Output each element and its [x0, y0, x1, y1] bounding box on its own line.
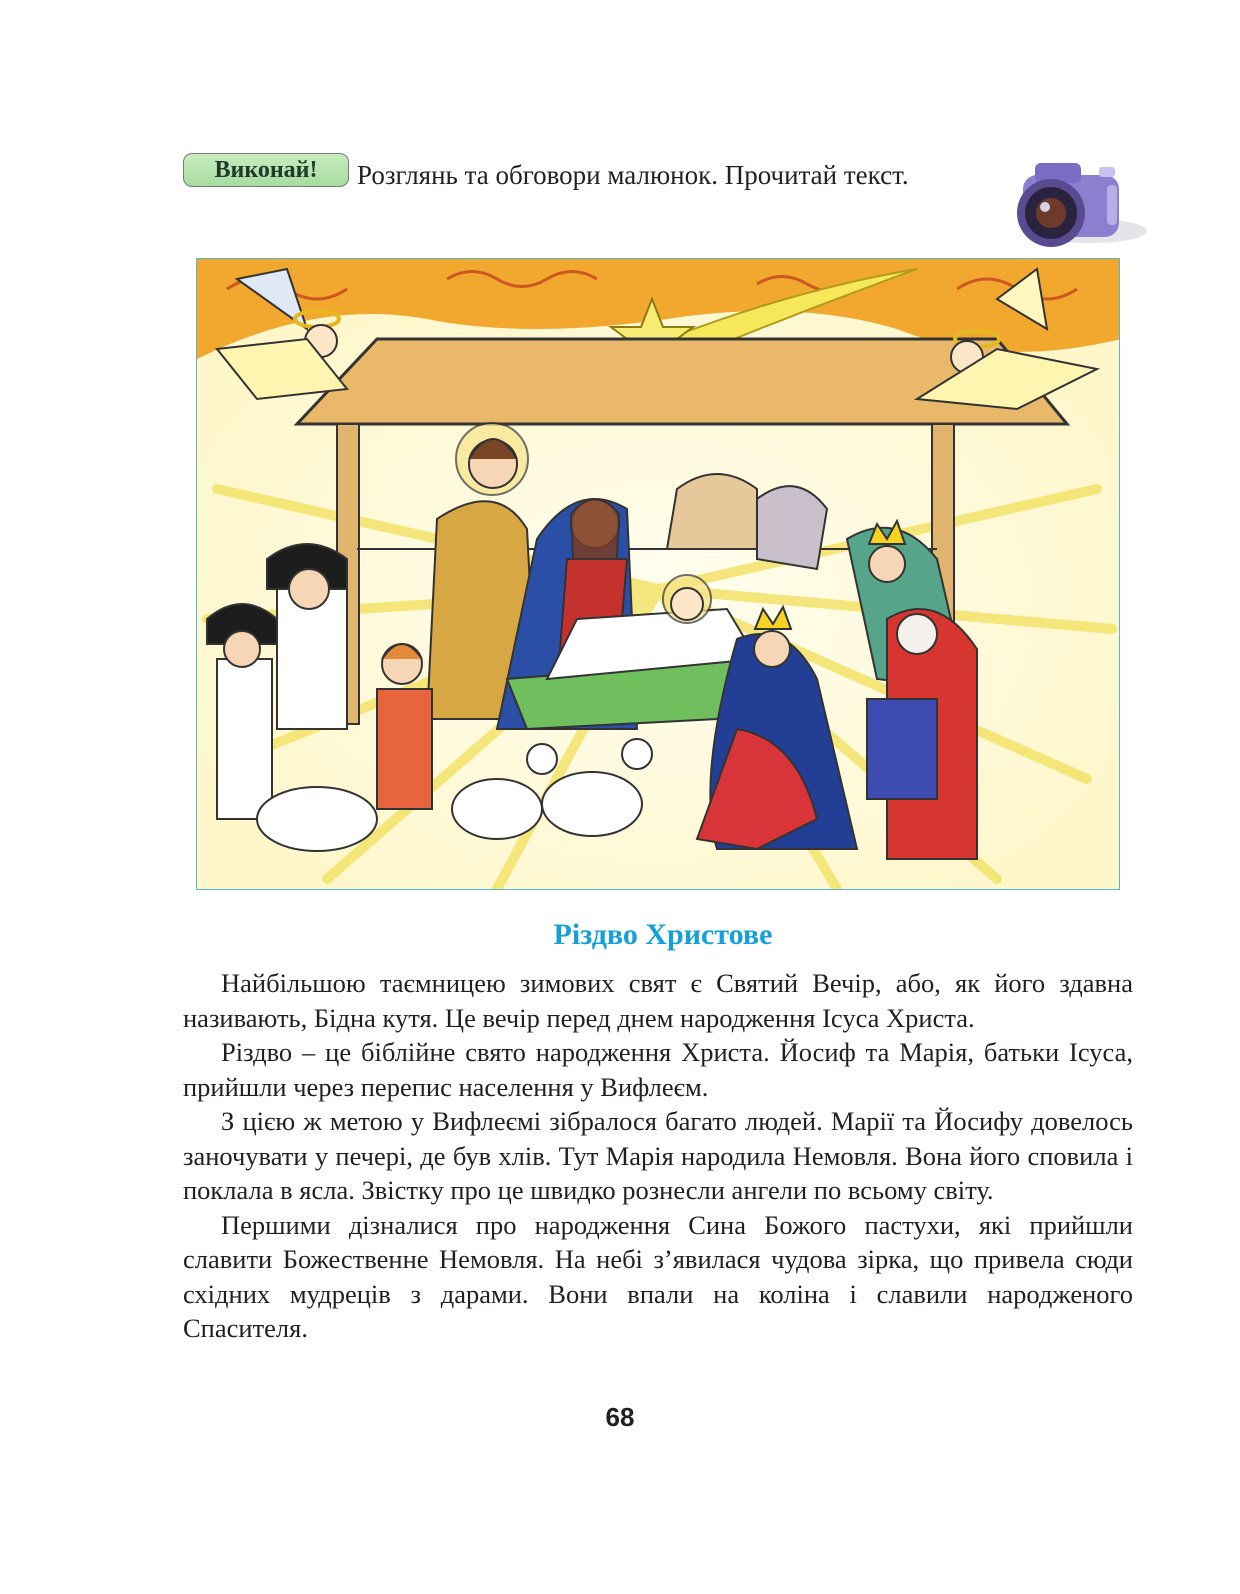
camera-icon [999, 153, 1149, 251]
story-paragraph: Найбільшою таємницею зимових свят є Святий Вечір, або, як його здавна називають, Бідна кутя. Це вечір перед днем народження Ісуса Христа. [183, 968, 1133, 1033]
story-paragraph: Різдво – це біблійне свято народження Христа. Йосиф та Марія, батьки Ісуса, прийшли через перепис населення у Вифлеєм. [183, 1037, 1133, 1102]
page-number: 68 [605, 1402, 635, 1432]
story-paragraph: Першими дізналися про народження Сина Божого пастухи, які прийшли славити Божественне Немовля. На небі з’явилася чудова зірка, що привела сюди східних мудреців з дарами. Вони впали на коліна і славили народженого Спасителя. [183, 1209, 1133, 1343]
task-badge: Виконай! [183, 153, 349, 187]
story-title: Різдво Христове [553, 918, 773, 951]
task-instruction: Розглянь та обговори малюнок. Прочитай текст. [357, 160, 909, 190]
nativity-illustration [196, 258, 1120, 890]
task-row [183, 153, 1143, 253]
story-paragraph: З цією ж метою у Вифлеємі зібралося багато людей. Марії та Йосифу довелось заночувати у печері, де був хлів. Тут Марія народила Немовля. Вона його сповила і поклала в ясла. Звістку про це швидко рознесли ангели по всьому світу. [183, 1106, 1133, 1205]
story-text [183, 966, 1133, 1346]
